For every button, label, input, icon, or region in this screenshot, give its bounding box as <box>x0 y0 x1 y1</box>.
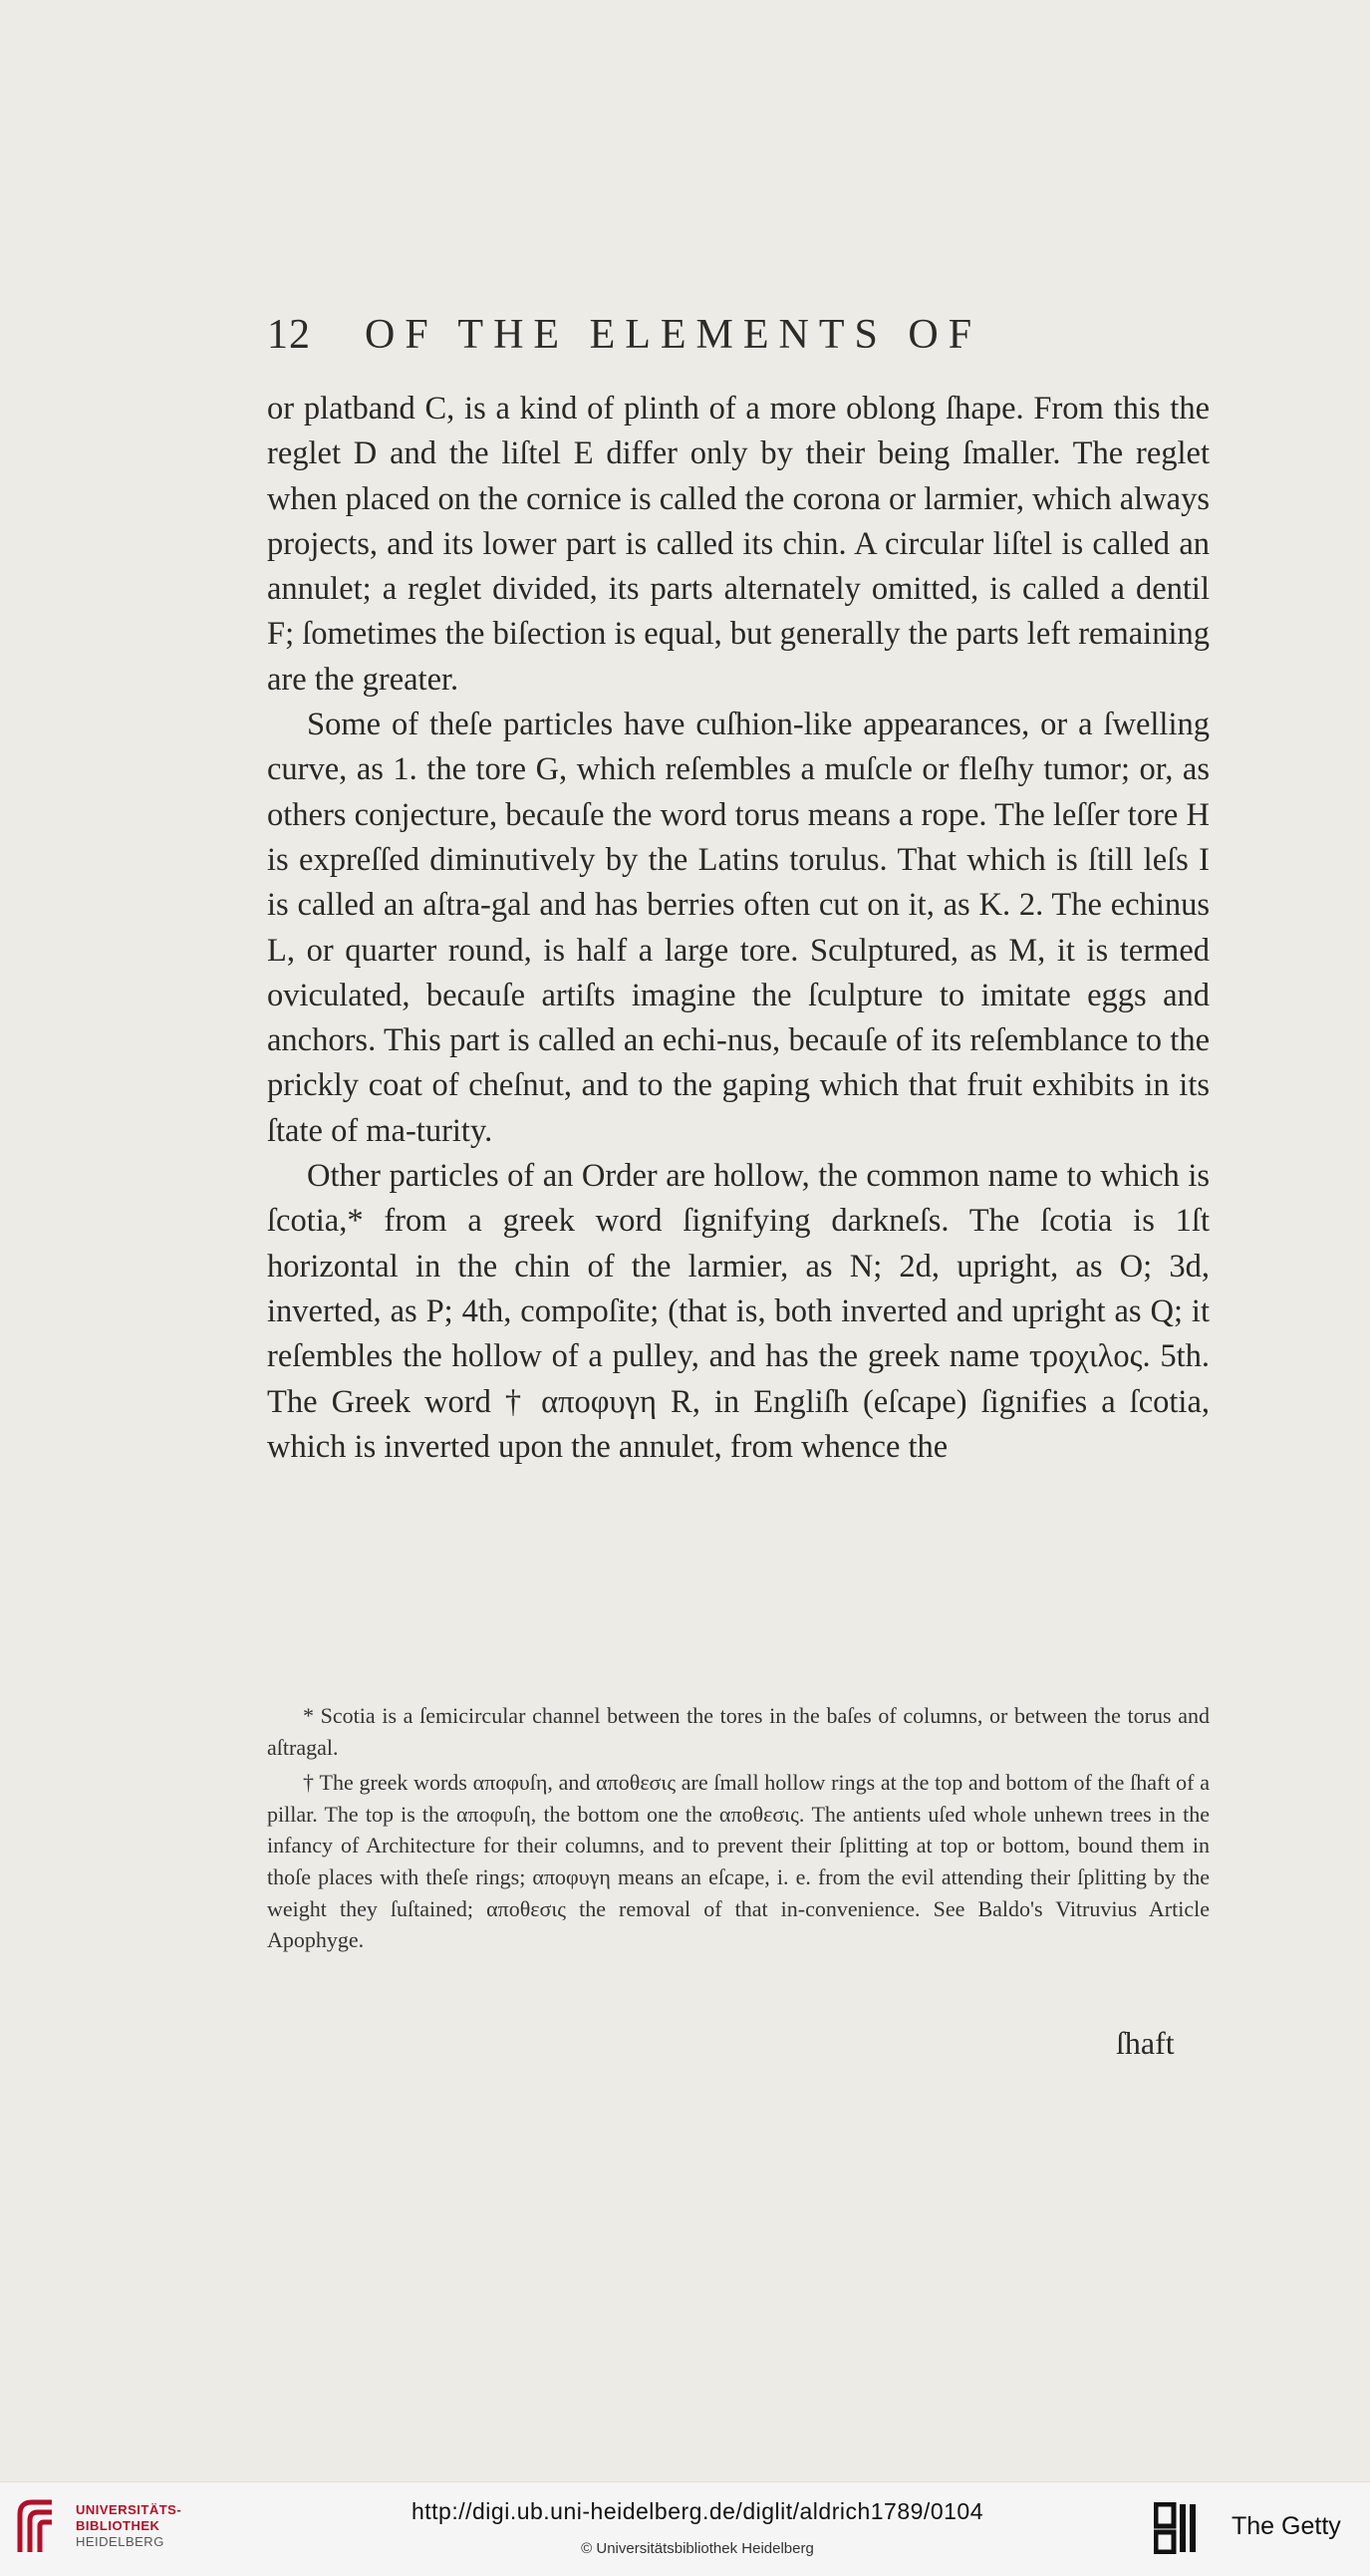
main-text <box>267 387 1210 1470</box>
copyright: © Universitätsbibliothek Heidelberg <box>581 2540 814 2557</box>
paragraph: Other particles of an Order are hollow, the common name to which is ſcotia,* from a greek word ſignifying darkneſs. The ſcotia is 1ſt horizontal in the chin of the larmier, as N; 2d, upright, as O; 3d, inverted, as P; 4th, compoſite; (that is, both inverted and upright as Q; it reſembles the hollow of a pulley, and has the greek name τροχιλος. 5th. The Greek word † αποφυγη R, in Engliſh (eſcape) ſignifies a ſcotia, which is inverted upon the annulet, from whence the <box>267 1158 1210 1465</box>
footnote: * Scotia is a ſemicircular channel between the tores in the baſes of columns, or between the torus and aſtragal. <box>267 1703 1210 1760</box>
running-title: OF THE ELEMENTS OF <box>365 312 982 358</box>
page-number: 12 <box>267 312 311 358</box>
paragraph: or platband C, is a kind of plinth of a more oblong ſhape. From this the reglet D and the liſtel E differ only by their being ſmaller. The reglet when placed on the cornice is called the corona or larmier, which always projects, and its lower part is called its chin. A circular liſtel is called an annulet; a reglet divided, its parts alternately omitted, is called a dentil F; ſometimes the biſection is equal, but generally the parts left remaining are the greater. <box>267 391 1210 698</box>
catchword: ſhaft <box>1116 2025 1175 2061</box>
getty-logo <box>1154 2502 1200 2554</box>
heidelberg-library-logo <box>14 2496 58 2558</box>
library-name: UNIVERSITÄTS- BIBLIOTHEK HEIDELBERG <box>76 2502 182 2549</box>
running-header <box>267 311 1114 359</box>
footnote: † The greek words αποφυſη, and αποθεσις are ſmall hollow rings at the top and bottom of the ſhaft of a pillar. The top is the αποφυſη, the bottom one the αποθεσις. The antients uſed whole unhewn trees in the infancy of Architecture for their columns, and to prevent their ſplitting at top or bottom, bound them in thoſe places with theſe rings; αποφυγη means an eſcape, i. e. from the evil attending their ſplitting by the weight they ſuſtained; αποθεσις the removal of that in-convenience. See Baldo's Vitruvius Article Apophyge. <box>267 1770 1210 1953</box>
viewer-footer <box>0 2481 1370 2576</box>
paragraph: Some of theſe particles have cuſhion-like appearances, or a ſwelling curve, as 1. the tore G, which reſembles a muſcle or fleſhy tumor; or, as others conjecture, becauſe the word torus means a rope. The leſſer tore H is expreſſed diminutively by the Latins torulus. That which is ſtill leſs I is called an aſtra-gal and has berries often cut on it, as K. 2. The echinus L, or quarter round, is half a large tore. Sculptured, as M, it is termed oviculated, becauſe artiſts imagine the ſculpture to imitate eggs and anchors. This part is called an echi-nus, becauſe of its reſemblance to the prickly coat of cheſnut, and to the gaping which that fruit exhibits in its ſtate of ma-turity. <box>267 707 1210 1149</box>
footnotes <box>267 1700 1210 1960</box>
getty-name: The Getty <box>1232 2512 1341 2540</box>
permalink[interactable]: http://digi.ub.uni-heidelberg.de/diglit/aldrich1789/0104 <box>411 2498 983 2524</box>
